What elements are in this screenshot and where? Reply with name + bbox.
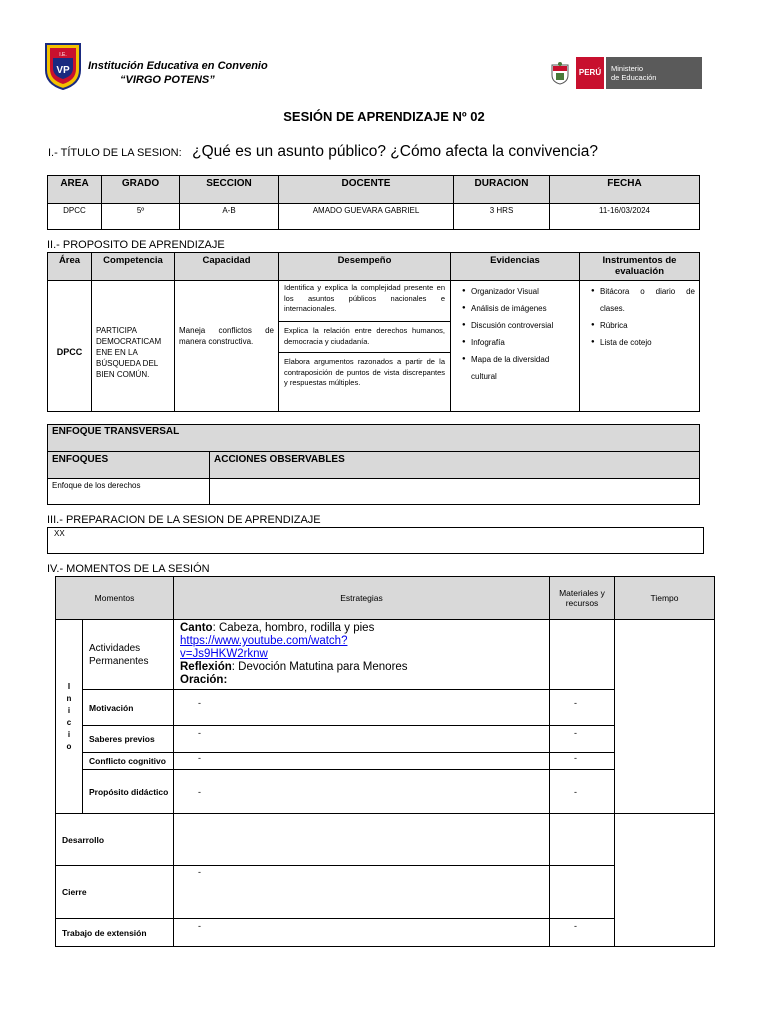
row-proposito-didactico: Propósito didáctico [83,770,174,814]
evidence-item: ● Discusión controversial [471,317,575,334]
cell-permanentes-materials [550,620,615,690]
cell-instrumentos [580,281,700,412]
school-line1: Institución Educativa en Convenio [88,60,268,72]
row-desarrollo: Desarrollo [56,814,174,866]
cell-conflicto-materials: - [550,753,615,770]
col-competencia: Competencia [92,253,175,281]
row-motivacion: Motivación [83,690,174,726]
cell-area-dpcc: DPCC [48,281,92,412]
cell-proposito-strategy: - [174,770,550,814]
cell-seccion: A-B [180,204,279,230]
shield-icon [44,42,82,90]
section1-heading [48,143,598,161]
col-tiempo: Tiempo [615,577,715,620]
ministry-line2: de Educación [611,73,657,82]
section1-label: I.- TÍTULO DE LA SESION: [48,147,182,159]
school-line2: “VIRGO POTENS” [120,74,215,86]
col-fecha: FECHA [550,176,700,204]
cell-cierre-materials [550,866,615,919]
cell-area: DPCC [48,204,102,230]
cell-competencia [92,281,175,412]
section3-heading: III.- PREPARACION DE LA SESION DE APRENDIZAJE [47,514,321,526]
section4-heading: IV.- MOMENTOS DE LA SESIÓN [47,563,210,575]
page-title: SESIÓN DE APRENDIZAJE Nº 02 [283,109,485,124]
cell-cierre-strategy: - [174,866,550,919]
cell-permanentes-strategy [174,620,550,690]
col-seccion: SECCION [180,176,279,204]
ministry-box [606,57,702,89]
ministry-logo [548,57,702,89]
row-cierre: Cierre [56,866,174,919]
svg-text:I.E.: I.E. [59,52,67,58]
peru-seal-icon [548,61,572,85]
school-name [88,59,288,87]
section2-heading: II.- PROPOSITO DE APRENDIZAJE [47,239,225,251]
cell-evidencias [451,281,580,412]
enfoque-title: ENFOQUE TRANSVERSAL [48,425,700,452]
cell-proposito-materials: - [550,770,615,814]
enfoque-row1-actions [210,479,700,505]
competencia-line: ENE EN LA [96,347,138,357]
instrument-item: ● Lista de cotejo [600,334,695,351]
competencia-line: BÚSQUEDA DEL [96,358,159,368]
cell-desempeno [279,281,451,412]
cell-fecha: 11-16/03/2024 [550,204,700,230]
row-saberes-previos: Saberes previos [83,726,174,753]
col-momentos: Momentos [56,577,174,620]
canto-link[interactable]: https://www.youtube.com/watch? [180,635,348,647]
purpose-table [47,252,700,412]
canto-label: Canto [180,622,213,634]
col-docente: DOCENTE [279,176,454,204]
desempeno-3: Elabora argumentos razonados a partir de la contraposición de puntos de vista discrepantes y respuestas múltiples. [284,357,445,387]
oracion-label: Oración: [180,674,228,686]
enfoque-table [47,424,700,505]
row-trabajo-extension: Trabajo de extensión [56,919,174,947]
canto-link-cont[interactable]: v=Js9HKW2rknw [180,648,268,660]
evidence-item: ● Mapa de la diversidad cultural [471,351,575,385]
ministry-line1: Ministerio [611,64,644,73]
school-logo [44,42,82,90]
competencia-line: DEMOCRATICAM [96,336,162,346]
col-area: AREA [48,176,102,204]
row-conflicto-cognitivo: Conflicto cognitivo [83,753,174,770]
col-evidencias: Evidencias [451,253,580,281]
reflexion-text: : Devoción Matutina para Menores [231,661,408,673]
evidence-item: ● Análisis de imágenes [471,300,575,317]
enfoque-col2: ACCIONES OBSERVABLES [210,452,700,479]
info-table [47,175,700,230]
col-desempeno: Desempeño [279,253,451,281]
section1-title: ¿Qué es un asunto público? ¿Cómo afecta la convivencia? [192,143,598,160]
cell-tiempo-inicio [615,620,715,814]
evidence-item: ● Organizador Visual [471,283,575,300]
section3-value: XX [54,529,65,538]
instrument-item: ● Rúbrica [600,317,695,334]
enfoque-col1: ENFOQUES [48,452,210,479]
cell-desarrollo-strategy [174,814,550,866]
col-instrumentos: Instrumentos de evaluación [580,253,700,281]
canto-text: : Cabeza, hombro, rodilla y pies [212,622,375,634]
cell-tiempo-rest [615,814,715,947]
competencia-line: BIEN COMÚN. [96,369,150,379]
desempeno-2: Explica la relación entre derechos humanos, democracia y ciudadanía. [279,324,450,353]
cell-grado: 5º [102,204,180,230]
competencia-line: PARTICIPA [96,325,137,335]
cell-capacidad: Maneja conflictos de manera constructiva. [175,281,279,412]
cell-extension-materials: - [550,919,615,947]
svg-text:VP: VP [56,65,70,76]
col-materiales: Materiales y recursos [550,577,615,620]
cell-extension-strategy: - [174,919,550,947]
col-duracion: DURACION [454,176,550,204]
cell-saberes-strategy: - [174,726,550,753]
col-capacidad: Capacidad [175,253,279,281]
instrument-item: ● Bitácora o diario de clases. [600,283,695,317]
col-area-purpose: Área [48,253,92,281]
section3-box [47,527,704,554]
col-grado: GRADO [102,176,180,204]
desempeno-1: Identifica y explica la complejidad presente en los asuntos públicos nacionales e internacionales. [279,281,450,322]
enfoque-row1: Enfoque de los derechos [48,479,210,505]
col-estrategias: Estrategias [174,577,550,620]
reflexion-label: Reflexión [180,661,232,673]
moments-table [55,576,715,947]
peru-label: PERÚ [576,57,604,89]
cell-duracion: 3 HRS [454,204,550,230]
row-actividades-permanentes: Actividades Permanentes [83,620,174,690]
cell-desarrollo-materials [550,814,615,866]
cell-motivacion-materials: - [550,690,615,726]
inicio-label: I n i c i o [56,620,83,814]
cell-saberes-materials: - [550,726,615,753]
cell-conflicto-strategy: - [174,753,550,770]
cell-docente: AMADO GUEVARA GABRIEL [279,204,454,230]
evidence-item: ● Infografía [471,334,575,351]
cell-motivacion-strategy: - [174,690,550,726]
